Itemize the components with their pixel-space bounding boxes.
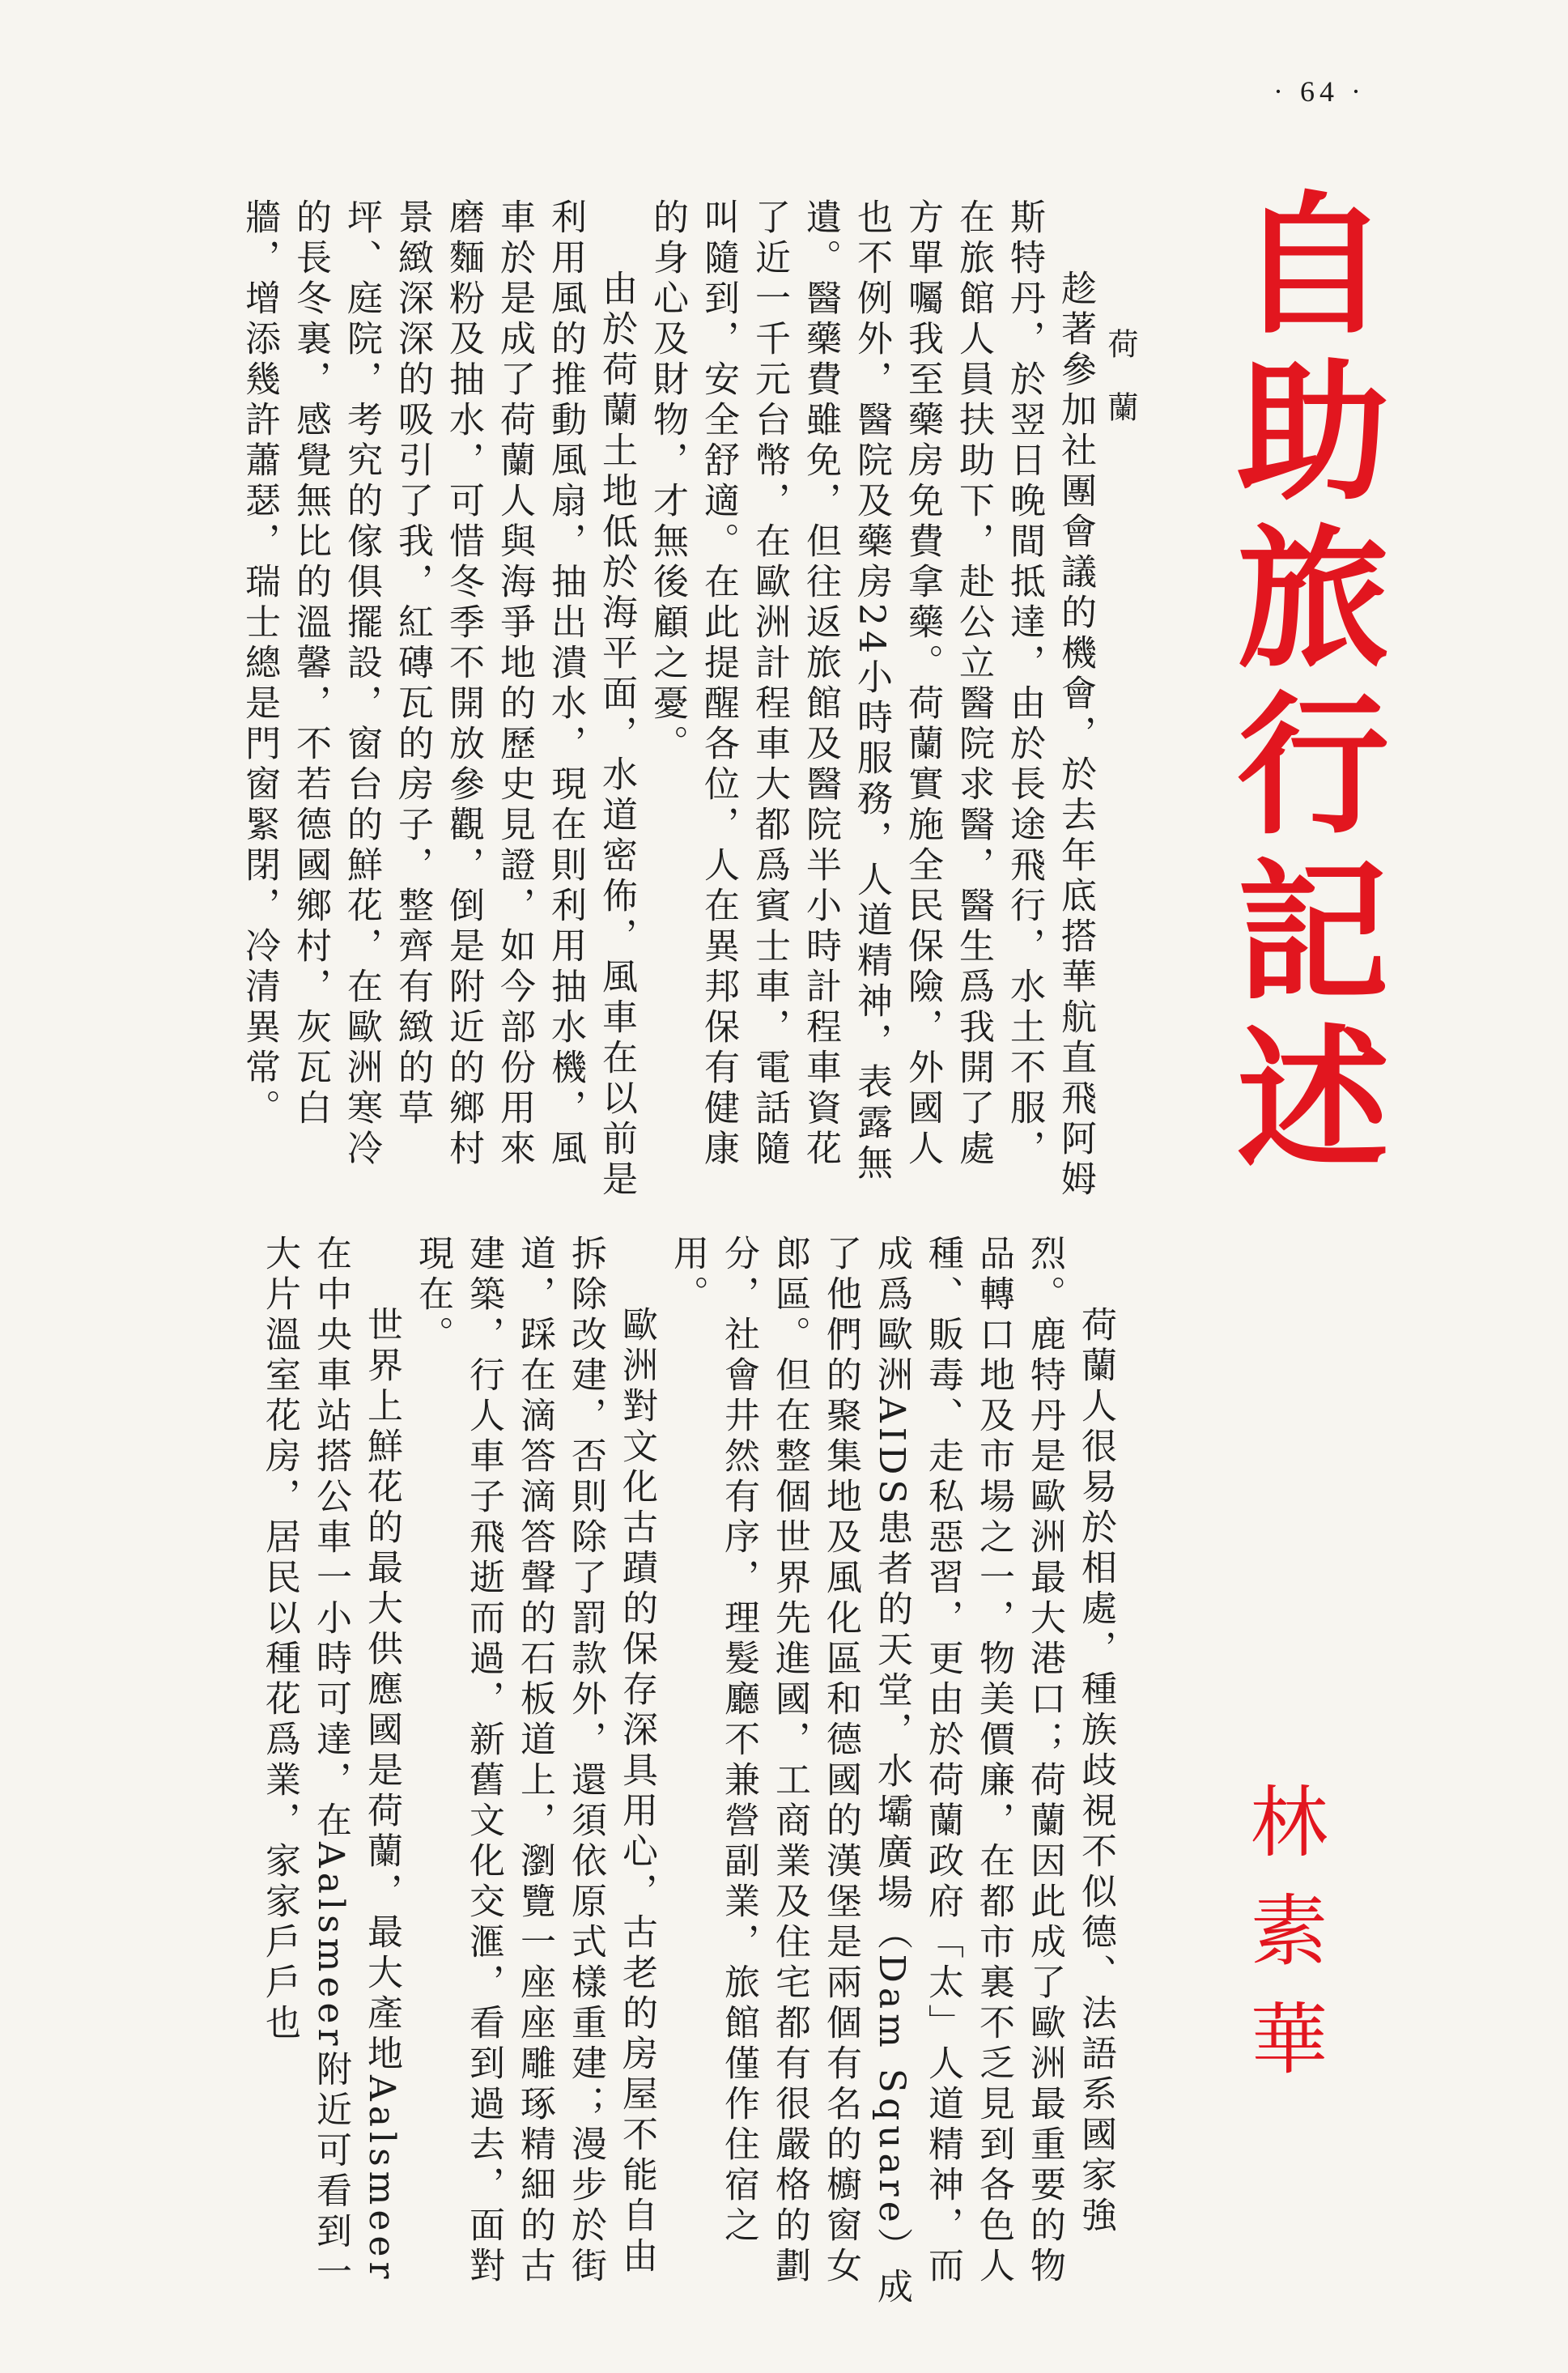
author-name: 林素華 xyxy=(1238,1781,1328,2107)
paragraph-flowers: 世界上鮮花的最大供應國是荷蘭，最大產地Aalsmeer在中央車站搭公車一小時可達，在Aalsmeer附近可看到一大片溫室花房，居民以種花爲業，家家戶戶也 xyxy=(259,1235,402,2294)
paragraph-medical: 趁著參加社團會議的機會，於去年底搭華航直飛阿姆斯特丹，於翌日晚間抵達，由於長途飛行，水土不服，在旅館人員扶助下，赴公立醫院求醫，醫生爲我開了處方單囑我至藥房免費拿藥。荷蘭實施全民保險，外國人也不例外，醫院及藥房24小時服務，人道精神，表露無遺。醫藥費雖免，但往返旅館及醫院半小時計程車資花了近一千元台幣，在歐洲計程車大都爲賓士車，電話隨叫隨到，安全舒適。在此提醒各位，人在異邦保有健康的身心及財物，才無後顧之憂。 xyxy=(647,198,1096,1201)
paragraph-windmills: 由於荷蘭土地低於海平面，水道密佈，風車在以前是利用風的推動風扇，抽出潰水，現在則利用抽水機，風車於是成了荷蘭人與海爭地的歷史見證，如今部份用來磨麵粉及抽水，可惜冬季不開放參觀，倒是附近的鄉村景緻深深的吸引了我，紅磚瓦的房子，整齊有緻的草坪、庭院，考究的傢俱擺設，窗台的鮮花，在歐洲寒冷的長冬裏，感覺無比的溫馨，不若德國鄉村，灰瓦白牆，增添幾許蕭瑟，瑞士總是門窗緊閉，冷清異常。 xyxy=(239,198,637,1201)
article-body-top xyxy=(77,198,1101,1202)
paragraph-society: 荷蘭人很易於相處，種族歧視不似德、法語系國家強烈。鹿特丹是歐洲最大港口；荷蘭因此成了歐洲最重要的物品轉口地及市場之一，物美價廉，在都市裏不乏見到各色人種、販毒、走私惡習，更由於荷蘭政府「太」人道精神，而成爲歐洲AIDS患者的天堂，水壩廣場（Dam Square）成了他們的聚集地及風化區和德國的漢堡是兩個有名的櫥窗女郎區。但在整個世界先進國，工商業及住宅都有很嚴格的劃分，社會井然有序，理髮廳不兼營副業，旅館僅作住宿之用。 xyxy=(667,1235,1116,2308)
paragraph-heritage: 歐洲對文化古蹟的保存深具用心，古老的房屋不能自由拆除改建，否則除了罰款外，還須依原式樣重建；漫步於街道，踩在滴答滴答聲的石板道上，瀏覽一座座雕琢精細的古建築，行人車子飛逝而過，新舊文化交滙，看到過去，面對現在。 xyxy=(412,1235,657,2287)
page-number: · 64 · xyxy=(1273,75,1366,108)
section-divider xyxy=(77,1209,1137,1210)
article-body-bottom xyxy=(77,1235,1121,2316)
article-title: 自助旅行記述 xyxy=(1211,185,1388,1185)
section-region-label: 荷蘭 xyxy=(1103,328,1138,454)
